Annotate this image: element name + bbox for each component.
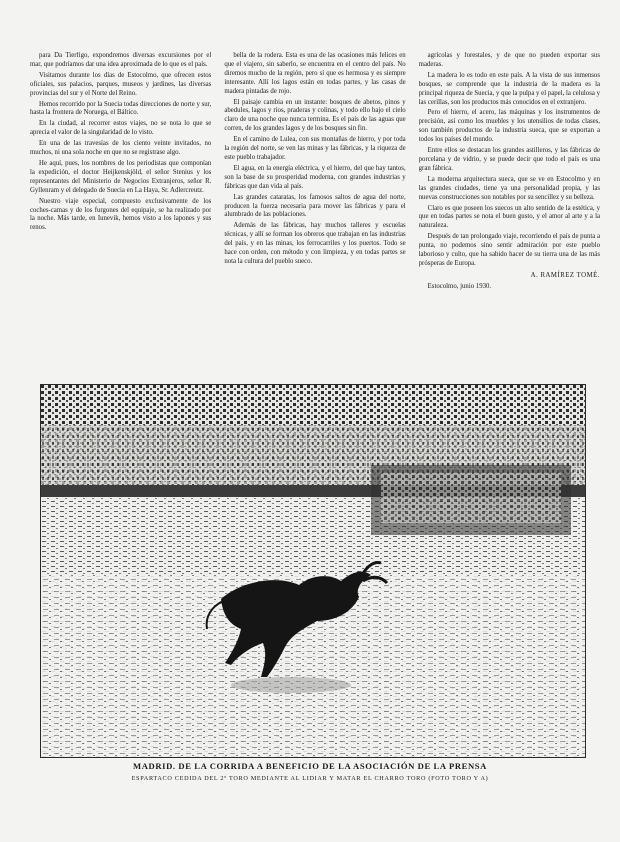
column-3 xyxy=(419,52,600,378)
paragraph: bella de la rodera. Esta es una de las ocasiones más felices en que el viajero, sin saberlo, se encuentra en el centro del país. No diremos mucho de la región, pero sí que es hermosa y es siempre interesante. Allí los lagos están en todas partes, y las casas de madera pintadas de rojo. xyxy=(224,52,406,95)
photo-illustration xyxy=(41,385,585,757)
author-signature: A. RAMÍREZ TOMÉ. xyxy=(530,271,600,279)
dateline: Estocolmo, junio 1930. xyxy=(427,282,492,290)
paragraph: En la ciudad, al recorrer estos viajes, no se nota lo que se aprecia el valor de la singularidad de lo visto. xyxy=(30,120,212,137)
article-columns xyxy=(30,52,600,378)
paragraph: En una de las travesías de los ciento veinte invitados, no muchos, ni una sola noche en que no se registrase algo. xyxy=(30,140,212,157)
photo-caption-title: MADRID. DE LA CORRIDA A BENEFICIO DE LA ASOCIACIÓN DE LA PRENSA xyxy=(133,761,487,771)
paragraph: Las grandes cataratas, los famosos saltos de agua del norte, producen la fuerza necesaria para mover las fábricas y para el alumbrado de las poblaciones. xyxy=(224,193,406,219)
paragraph: La moderna arquitectura sueca, que se ve en Estocolmo y en las grandes ciudades, tiene ya una personalidad propia, y las nuevas construcciones son notables por su sencillez y su belleza. xyxy=(418,175,600,201)
paragraph: Nuestro viaje especial, compuesto exclusivamente de los coches-camas y de los furgones del equipaje, se ha realizado por la noche. Más tarde, en Iunevik, hemos visto a los lapones y sus renos. xyxy=(30,197,212,232)
paragraph: Hemos recorrido por la Suecia todas direcciones de norte y sur, hasta la frontera de Noruega, el Báltico. xyxy=(30,100,212,117)
bullfight-photo xyxy=(40,384,586,758)
paragraph: En el camino de Lulea, con sus montañas de hierro, y por toda la región del norte, se ven las minas y las fábricas, y la riqueza de este pueblo trabajador. xyxy=(224,136,406,161)
paragraph: agrícolas y forestales, y de que no pueden exportar sus maderas. xyxy=(418,52,600,68)
column-1 xyxy=(30,52,211,378)
paragraph: He aquí, pues, los nombres de los periodistas que componían la expedición, el doctor Heijkenskjöld, el señor Stenius y los representantes del Ministerio de Negocios Extranjeros, señor R. Gyllenram y el delegado de Suecia en La Haya, Sr. Adlercreutz. xyxy=(30,159,212,194)
paragraph: Entre ellos se destacan los grandes astilleros, y las fábricas de porcelana y de vidrio, y se puede decir que todo el país es una gran fábrica. xyxy=(418,147,600,172)
paragraph: El paisaje cambia en un instante: bosques de abetos, pinos y abedules, lagos y ríos, praderas y colinas, y todo ello bajo el cielo claro de una noche que nunca termina. Es el país de las aguas que corren, de los grandes lagos y de los bosques sin fin. xyxy=(224,98,406,133)
paragraph: Claro es que poseen los suecos un alto sentido de la estética, y que en todas partes se nota el buen gusto, y el amor al arte y a la naturaleza. xyxy=(418,204,600,230)
paragraph: Después de tan prolongado viaje, recorriendo el país de punta a punta, no podemos sino sentir admiración por este pueblo laborioso y culto, que ha sabido hacer de su tierra una de las más prósperas de Europa. xyxy=(418,233,600,267)
paragraph: Además de las fábricas, hay muchos talleres y escuelas técnicas, y allí se forman los obreros que trabajan en las industrias del país, y en las minas, los ferrocarriles y los puertos. Todo se hace con orden, con método y con limpieza, y en todas partes se nota la cultura del pueblo sueco. xyxy=(224,222,406,265)
photo-caption-credit: ESPARTACO CEDIDA DEL 2º TORO MEDIANTE AL LIDIAR Y MATAR EL CHARRO TORO (FOTO TORO Y A) xyxy=(131,775,489,782)
column-2 xyxy=(224,52,405,378)
paragraph: Visitamos durante los días de Estocolmo, que ofrecen estos oficiales, sus palacios, parques, museos y jardines, las diversas provincias del sur y el Norte del Reino. xyxy=(30,71,212,97)
paragraph: Pero el hierro, el acero, las máquinas y los instrumentos de precisión, así como los muebles y los utensilios de todas clases, son también productos de la industria sueca, que se exportan a todos los países del mundo. xyxy=(418,109,600,144)
paragraph: La madera lo es todo en este país. A la vista de sus inmensos bosques, se comprende que la industria de la madera es la principal riqueza de Suecia, y que la pulpa y el papel, la celulosa y las cerillas, son los productos más conocidos en el extranjero. xyxy=(418,71,600,106)
paragraph: para Da Tierfigo, expondremos diversas excursiones por el mar, que podríamos dar una idea aproximada de lo que es el país. xyxy=(30,52,212,68)
paragraph: El agua, en la energía eléctrica, y el hierro, del que hay tantos, son la base de su prosperidad moderna, con grandes industrias y fábricas que dan vida al país. xyxy=(224,164,406,190)
